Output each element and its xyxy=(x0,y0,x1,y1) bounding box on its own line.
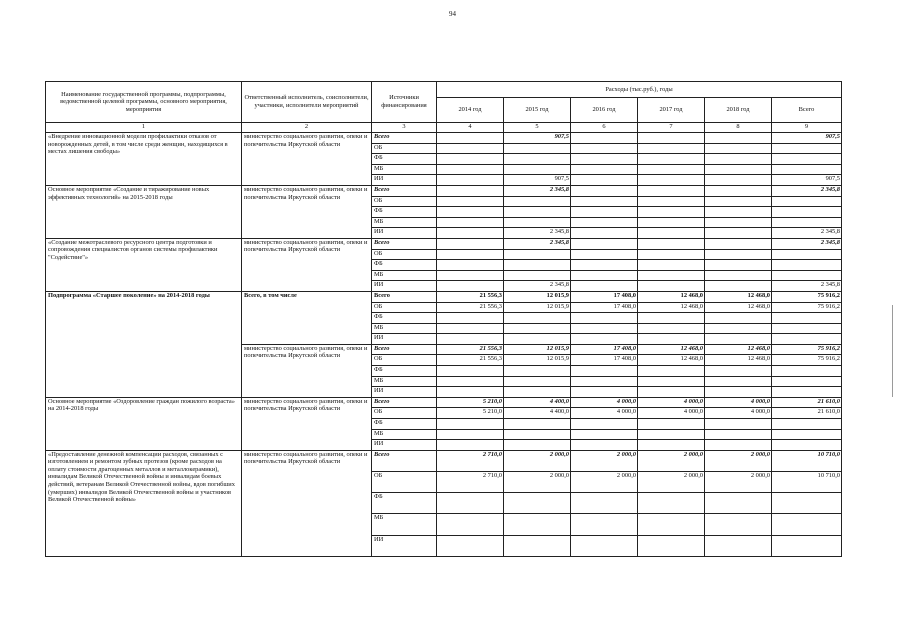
value-cell xyxy=(638,440,705,451)
value-cell xyxy=(772,535,842,556)
executor-cell: министерство социального развития, опеки и попечительства Иркутской области xyxy=(242,185,372,238)
source-cell: ФБ xyxy=(372,207,437,218)
value-cell: 2 000,0 xyxy=(504,472,571,493)
value-cell xyxy=(437,270,504,281)
value-cell xyxy=(504,154,571,165)
executor-cell: министерство социального развития, опеки и попечительства Иркутской области xyxy=(242,397,372,450)
value-cell xyxy=(504,217,571,228)
value-cell xyxy=(705,376,772,387)
value-cell xyxy=(638,313,705,324)
value-cell: 21 556,3 xyxy=(437,344,504,355)
value-cell xyxy=(571,238,638,249)
value-cell xyxy=(571,535,638,556)
value-cell xyxy=(571,260,638,271)
value-cell xyxy=(571,228,638,239)
source-cell: Всего xyxy=(372,185,437,196)
value-cell xyxy=(638,217,705,228)
source-cell: ФБ xyxy=(372,313,437,324)
source-cell: ИИ xyxy=(372,228,437,239)
source-cell: Всего xyxy=(372,344,437,355)
value-cell: 4 000,0 xyxy=(705,408,772,419)
source-cell: ФБ xyxy=(372,419,437,430)
value-cell xyxy=(638,238,705,249)
value-cell xyxy=(571,313,638,324)
table-row xyxy=(46,133,842,144)
table-row xyxy=(46,397,842,408)
source-cell: ОБ xyxy=(372,143,437,154)
value-cell: 17 408,0 xyxy=(571,344,638,355)
value-cell xyxy=(571,429,638,440)
subprogram-name: Подпрограмма «Старшее поколение» на 2014-2018 годы xyxy=(46,291,242,397)
value-cell xyxy=(504,313,571,324)
value-cell: 907,5 xyxy=(772,133,842,144)
value-cell xyxy=(571,196,638,207)
value-cell xyxy=(437,133,504,144)
value-cell xyxy=(437,196,504,207)
value-cell: 2 345,8 xyxy=(504,281,571,292)
source-cell: ОБ xyxy=(372,355,437,366)
value-cell: 75 916,2 xyxy=(772,302,842,313)
scan-edge-line xyxy=(892,305,893,397)
value-cell: 4 000,0 xyxy=(638,408,705,419)
value-cell xyxy=(437,493,504,514)
value-cell xyxy=(504,334,571,345)
value-cell xyxy=(571,419,638,430)
column-number: 9 xyxy=(772,123,842,133)
column-number: 1 xyxy=(46,123,242,133)
value-cell: 907,5 xyxy=(504,175,571,186)
value-cell xyxy=(437,217,504,228)
value-cell xyxy=(638,185,705,196)
value-cell xyxy=(504,249,571,260)
value-cell xyxy=(705,154,772,165)
value-cell xyxy=(571,323,638,334)
value-cell xyxy=(772,217,842,228)
value-cell xyxy=(705,419,772,430)
value-cell xyxy=(638,228,705,239)
value-cell xyxy=(772,196,842,207)
value-cell xyxy=(772,429,842,440)
value-cell xyxy=(772,143,842,154)
value-cell xyxy=(772,164,842,175)
value-cell xyxy=(504,143,571,154)
table-row xyxy=(46,450,842,471)
table-row xyxy=(46,185,842,196)
value-cell: 12 468,0 xyxy=(705,344,772,355)
value-cell xyxy=(504,535,571,556)
value-cell xyxy=(504,514,571,535)
source-cell: МБ xyxy=(372,376,437,387)
value-cell xyxy=(571,133,638,144)
value-cell: 12 468,0 xyxy=(638,344,705,355)
value-cell: 12 468,0 xyxy=(705,291,772,302)
source-cell: ОБ xyxy=(372,408,437,419)
value-cell xyxy=(571,164,638,175)
value-cell xyxy=(571,387,638,398)
column-number: 5 xyxy=(504,123,571,133)
value-cell xyxy=(437,228,504,239)
value-cell xyxy=(571,143,638,154)
value-cell xyxy=(571,334,638,345)
value-cell: 2 000,0 xyxy=(504,450,571,471)
value-cell xyxy=(504,270,571,281)
value-cell xyxy=(437,281,504,292)
value-cell xyxy=(705,217,772,228)
value-cell: 2 000,0 xyxy=(571,472,638,493)
value-cell xyxy=(571,366,638,377)
value-cell xyxy=(571,207,638,218)
executor-cell: министерство социального развития, опеки и попечительства Иркутской области xyxy=(242,238,372,291)
value-cell xyxy=(504,196,571,207)
value-cell xyxy=(571,175,638,186)
header-expenses: Расходы (тыс.руб.), годы xyxy=(437,82,842,98)
value-cell xyxy=(504,260,571,271)
value-cell xyxy=(504,376,571,387)
value-cell: 907,5 xyxy=(504,133,571,144)
value-cell xyxy=(705,196,772,207)
value-cell: 4 400,0 xyxy=(504,408,571,419)
value-cell: 2 345,8 xyxy=(504,185,571,196)
source-cell: ФБ xyxy=(372,260,437,271)
budget-table xyxy=(45,81,842,557)
header-year: 2016 год xyxy=(571,98,638,123)
value-cell: 2 000,0 xyxy=(705,472,772,493)
value-cell xyxy=(772,440,842,451)
value-cell xyxy=(504,323,571,334)
value-cell: 10 710,0 xyxy=(772,472,842,493)
value-cell: 2 710,0 xyxy=(437,450,504,471)
value-cell xyxy=(772,154,842,165)
value-cell: 907,5 xyxy=(772,175,842,186)
table-row xyxy=(46,291,842,302)
value-cell xyxy=(437,419,504,430)
value-cell xyxy=(638,260,705,271)
value-cell xyxy=(705,493,772,514)
value-cell xyxy=(638,366,705,377)
value-cell xyxy=(705,514,772,535)
value-cell xyxy=(705,270,772,281)
value-cell xyxy=(571,493,638,514)
value-cell: 12 015,9 xyxy=(504,302,571,313)
value-cell: 17 408,0 xyxy=(571,291,638,302)
value-cell xyxy=(504,366,571,377)
value-cell: 2 000,0 xyxy=(705,450,772,471)
value-cell xyxy=(772,493,842,514)
value-cell xyxy=(638,207,705,218)
executor-cell: Всего, в том числе xyxy=(242,291,372,344)
value-cell: 2 000,0 xyxy=(571,450,638,471)
value-cell xyxy=(638,514,705,535)
column-number: 8 xyxy=(705,123,772,133)
value-cell: 2 345,8 xyxy=(772,228,842,239)
value-cell xyxy=(638,143,705,154)
value-cell xyxy=(705,238,772,249)
value-cell xyxy=(772,270,842,281)
executor-cell: министерство социального развития, опеки и попечительства Иркутской области xyxy=(242,344,372,397)
value-cell xyxy=(437,175,504,186)
value-cell: 4 000,0 xyxy=(638,397,705,408)
source-cell: Всего xyxy=(372,397,437,408)
value-cell xyxy=(772,514,842,535)
value-cell xyxy=(437,387,504,398)
value-cell: 12 468,0 xyxy=(705,302,772,313)
value-cell xyxy=(571,281,638,292)
value-cell xyxy=(638,429,705,440)
source-cell: ОБ xyxy=(372,472,437,493)
value-cell xyxy=(705,281,772,292)
value-cell xyxy=(638,376,705,387)
value-cell xyxy=(638,175,705,186)
value-cell: 2 710,0 xyxy=(437,472,504,493)
source-cell: МБ xyxy=(372,514,437,535)
value-cell: 12 468,0 xyxy=(638,355,705,366)
value-cell xyxy=(638,387,705,398)
value-cell xyxy=(772,207,842,218)
value-cell xyxy=(638,323,705,334)
value-cell xyxy=(504,164,571,175)
value-cell xyxy=(705,228,772,239)
source-cell: ИИ xyxy=(372,440,437,451)
value-cell xyxy=(437,238,504,249)
header-name: Наименование государственной программы, подпрограммы, ведомственной целевой программы, основного мероприятия, мероприятия xyxy=(46,82,242,123)
value-cell: 4 000,0 xyxy=(705,397,772,408)
source-cell: МБ xyxy=(372,270,437,281)
value-cell xyxy=(705,185,772,196)
value-cell xyxy=(705,429,772,440)
column-number: 3 xyxy=(372,123,437,133)
value-cell xyxy=(571,376,638,387)
value-cell xyxy=(571,440,638,451)
activity-name: «Внедрение инновационной модели профилактики отказов от новорожденных детей, в том числе среди женщин, находящихся в местах лишения свободы» xyxy=(46,133,242,186)
value-cell xyxy=(571,270,638,281)
value-cell: 21 556,3 xyxy=(437,355,504,366)
value-cell xyxy=(638,493,705,514)
value-cell: 2 000,0 xyxy=(638,450,705,471)
value-cell xyxy=(772,366,842,377)
value-cell: 12 468,0 xyxy=(705,355,772,366)
value-cell xyxy=(504,440,571,451)
table-row xyxy=(46,238,842,249)
value-cell: 4 000,0 xyxy=(571,397,638,408)
value-cell xyxy=(437,323,504,334)
header-year: 2017 год xyxy=(638,98,705,123)
value-cell xyxy=(571,217,638,228)
value-cell xyxy=(437,154,504,165)
value-cell: 12 015,9 xyxy=(504,344,571,355)
header-total: Всего xyxy=(772,98,842,123)
activity-name: Основное мероприятие «Оздоровление граждан пожилого возраста» на 2014-2018 годы xyxy=(46,397,242,450)
value-cell: 21 610,0 xyxy=(772,397,842,408)
value-cell: 17 408,0 xyxy=(571,355,638,366)
value-cell xyxy=(772,376,842,387)
value-cell xyxy=(638,154,705,165)
value-cell xyxy=(638,249,705,260)
value-cell xyxy=(437,249,504,260)
value-cell xyxy=(437,260,504,271)
column-number: 7 xyxy=(638,123,705,133)
value-cell: 21 610,0 xyxy=(772,408,842,419)
value-cell: 2 000,0 xyxy=(638,472,705,493)
source-cell: ФБ xyxy=(372,493,437,514)
value-cell xyxy=(571,514,638,535)
value-cell: 4 000,0 xyxy=(571,408,638,419)
value-cell xyxy=(437,143,504,154)
value-cell xyxy=(504,429,571,440)
value-cell xyxy=(705,313,772,324)
value-cell: 2 345,8 xyxy=(772,185,842,196)
source-cell: Всего xyxy=(372,450,437,471)
source-cell: ИИ xyxy=(372,535,437,556)
value-cell xyxy=(772,323,842,334)
source-cell: МБ xyxy=(372,323,437,334)
value-cell xyxy=(504,207,571,218)
value-cell xyxy=(571,154,638,165)
value-cell: 2 345,8 xyxy=(772,281,842,292)
executor-cell: министерство социального развития, опеки и попечительства Иркутской области xyxy=(242,133,372,186)
value-cell xyxy=(437,334,504,345)
value-cell xyxy=(437,376,504,387)
column-number: 6 xyxy=(571,123,638,133)
value-cell xyxy=(638,164,705,175)
source-cell: ОБ xyxy=(372,249,437,260)
value-cell xyxy=(705,440,772,451)
value-cell xyxy=(638,419,705,430)
value-cell xyxy=(571,185,638,196)
source-cell: ИИ xyxy=(372,281,437,292)
value-cell xyxy=(504,387,571,398)
source-cell: ИИ xyxy=(372,334,437,345)
value-cell: 12 468,0 xyxy=(638,302,705,313)
value-cell xyxy=(571,249,638,260)
value-cell xyxy=(638,270,705,281)
value-cell xyxy=(705,133,772,144)
column-number: 4 xyxy=(437,123,504,133)
source-cell: Всего xyxy=(372,238,437,249)
source-cell: ФБ xyxy=(372,366,437,377)
value-cell xyxy=(437,440,504,451)
value-cell xyxy=(638,535,705,556)
value-cell: 17 408,0 xyxy=(571,302,638,313)
value-cell xyxy=(705,207,772,218)
source-cell: МБ xyxy=(372,164,437,175)
value-cell xyxy=(437,164,504,175)
source-cell: МБ xyxy=(372,217,437,228)
value-cell xyxy=(705,249,772,260)
value-cell xyxy=(437,429,504,440)
value-cell xyxy=(437,207,504,218)
value-cell xyxy=(705,366,772,377)
value-cell xyxy=(638,281,705,292)
value-cell xyxy=(772,419,842,430)
source-cell: Всего xyxy=(372,133,437,144)
value-cell xyxy=(437,535,504,556)
executor-cell: министерство социального развития, опеки и попечительства Иркутской области xyxy=(242,450,372,556)
source-cell: ИИ xyxy=(372,387,437,398)
value-cell xyxy=(705,164,772,175)
header-executor: Ответственный исполнитель, соисполнители, участники, исполнители мероприятий xyxy=(242,82,372,123)
value-cell: 10 710,0 xyxy=(772,450,842,471)
header-source: Источники финансирования xyxy=(372,82,437,123)
value-cell xyxy=(638,196,705,207)
value-cell xyxy=(705,143,772,154)
value-cell xyxy=(772,313,842,324)
activity-name: Основное мероприятие «Создание и тиражирование новых эффективных технологий» на 2015-2018 годы xyxy=(46,185,242,238)
value-cell: 21 556,3 xyxy=(437,302,504,313)
source-cell: ИИ xyxy=(372,175,437,186)
value-cell: 5 210,0 xyxy=(437,397,504,408)
value-cell xyxy=(772,334,842,345)
source-cell: Всего xyxy=(372,291,437,302)
value-cell xyxy=(437,185,504,196)
value-cell: 75 916,2 xyxy=(772,291,842,302)
value-cell xyxy=(705,260,772,271)
source-cell: МБ xyxy=(372,429,437,440)
value-cell xyxy=(772,260,842,271)
value-cell: 12 015,9 xyxy=(504,291,571,302)
value-cell xyxy=(638,133,705,144)
value-cell: 5 210,0 xyxy=(437,408,504,419)
value-cell: 2 345,8 xyxy=(772,238,842,249)
value-cell: 21 556,3 xyxy=(437,291,504,302)
header-year: 2018 год xyxy=(705,98,772,123)
value-cell xyxy=(437,514,504,535)
column-number: 2 xyxy=(242,123,372,133)
source-cell: ФБ xyxy=(372,154,437,165)
value-cell xyxy=(772,249,842,260)
activity-name: «Создание межотраслевого ресурсного центра подготовки и сопровождения специалистов органов системы профилактики "Содействие"» xyxy=(46,238,242,291)
source-cell: ОБ xyxy=(372,302,437,313)
header-year: 2015 год xyxy=(504,98,571,123)
value-cell: 75 916,2 xyxy=(772,355,842,366)
value-cell xyxy=(705,387,772,398)
value-cell: 75 916,2 xyxy=(772,344,842,355)
value-cell: 12 015,9 xyxy=(504,355,571,366)
value-cell xyxy=(437,366,504,377)
source-cell: ОБ xyxy=(372,196,437,207)
value-cell: 4 400,0 xyxy=(504,397,571,408)
value-cell xyxy=(638,334,705,345)
page-number: 94 xyxy=(449,10,456,18)
value-cell: 12 468,0 xyxy=(638,291,705,302)
value-cell xyxy=(504,493,571,514)
activity-name: «Предоставление денежной компенсации расходов, связанных с изготовлением и ремонтом зубных протезов (кроме расходов на оплату стоимости драгоценных металлов и металлокерамики), инвалидам Великой Отечественной войны и инвалидам боевых действий, ветеранам Великой Отечественной войны, вдов погибших (умерших) инвалидов Великой Отечественной войны и участников Великой Отечественной войны» xyxy=(46,450,242,556)
value-cell xyxy=(504,419,571,430)
value-cell: 2 345,8 xyxy=(504,238,571,249)
value-cell xyxy=(772,387,842,398)
value-cell xyxy=(705,535,772,556)
header-year: 2014 год xyxy=(437,98,504,123)
value-cell xyxy=(705,334,772,345)
value-cell: 2 345,8 xyxy=(504,228,571,239)
value-cell xyxy=(705,323,772,334)
value-cell xyxy=(705,175,772,186)
value-cell xyxy=(437,313,504,324)
